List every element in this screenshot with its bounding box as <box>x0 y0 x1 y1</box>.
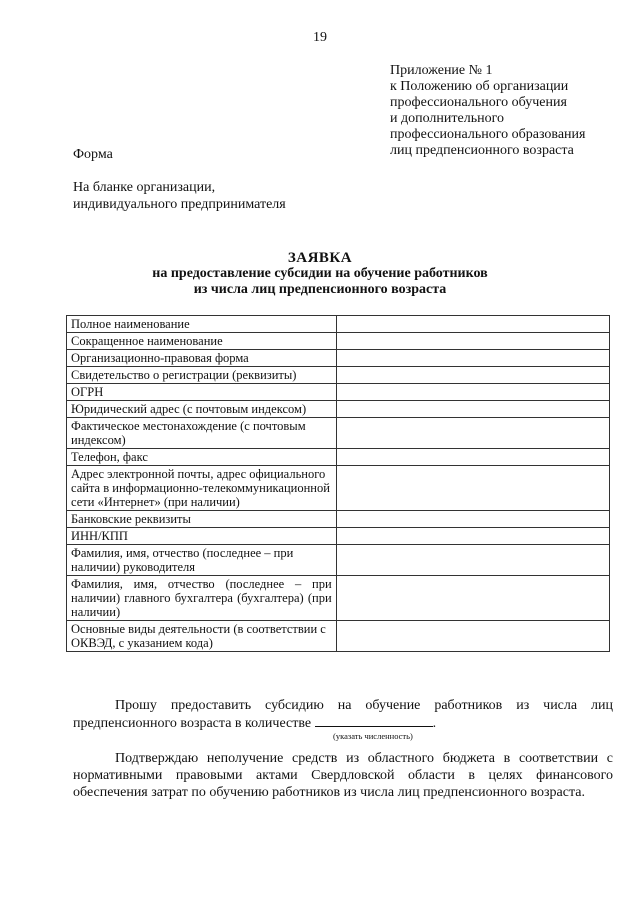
table-row <box>67 384 610 401</box>
row-label: Основные виды деятельности (в соответствии с ОКВЭД, с указанием кода) <box>67 621 337 652</box>
value-field[interactable] <box>336 449 609 466</box>
row-label: Фамилия, имя, отчество (последнее – при наличии) руководителя <box>67 545 337 576</box>
value-field[interactable] <box>336 316 609 333</box>
table-row <box>67 350 610 367</box>
row-label: Телефон, факс <box>67 449 337 466</box>
table-row <box>67 466 610 511</box>
row-label: Банковские реквизиты <box>67 511 337 528</box>
value-field[interactable] <box>336 333 609 350</box>
form-label: Форма <box>73 147 113 162</box>
appendix-line: и дополнительного <box>390 111 504 126</box>
request-line-2 <box>73 714 613 732</box>
value-field[interactable] <box>336 621 609 652</box>
quantity-hint: (указать численность) <box>333 731 413 741</box>
table-row <box>67 333 610 350</box>
page-number: 19 <box>313 30 327 45</box>
appendix-line: Приложение № 1 <box>390 63 493 78</box>
appendix-line: лиц предпенсионного возраста <box>390 143 574 158</box>
row-label: ОГРН <box>67 384 337 401</box>
value-field[interactable] <box>336 466 609 511</box>
value-field[interactable] <box>336 350 609 367</box>
title-main: ЗАЯВКА <box>287 250 353 266</box>
appendix-line: профессионального образования <box>390 127 586 142</box>
value-field[interactable] <box>336 367 609 384</box>
title-line: из числа лиц предпенсионного возраста <box>193 282 447 297</box>
row-label: ИНН/КПП <box>67 528 337 545</box>
value-field[interactable] <box>336 528 609 545</box>
row-label: Организационно-правовая форма <box>67 350 337 367</box>
row-label: Свидетельство о регистрации (реквизиты) <box>67 367 337 384</box>
row-label: Адрес электронной почты, адрес официального сайта в информационно-телекоммуникационной сети «Интернет» (при наличии) <box>67 466 337 511</box>
appendix-line: к Положению об организации <box>390 79 569 94</box>
table-row <box>67 621 610 652</box>
table-row <box>67 401 610 418</box>
value-field[interactable] <box>336 418 609 449</box>
table-row <box>67 316 610 333</box>
request-period: . <box>432 716 437 731</box>
confirmation-paragraph: Подтверждаю неполучение средств из областного бюджета в соответствии с нормативными правовыми актами Свердловской области в целях финансового обеспечения затрат по обучению работников из числа лиц предпенсионного возраста. <box>73 751 613 800</box>
row-label: Сокращенное наименование <box>67 333 337 350</box>
letterhead-line: индивидуального предпринимателя <box>73 197 286 212</box>
document-title <box>0 250 640 298</box>
quantity-blank-field[interactable] <box>315 714 433 727</box>
table-row <box>67 528 610 545</box>
appendix-line: профессионального обучения <box>390 95 567 110</box>
value-field[interactable] <box>336 384 609 401</box>
row-label: Фактическое местонахождение (с почтовым индексом) <box>67 418 337 449</box>
table-row <box>67 367 610 384</box>
request-line: Прошу предоставить субсидию на обучение работников из числа лиц <box>115 698 613 713</box>
row-label: Юридический адрес (с почтовым индексом) <box>67 401 337 418</box>
table-row <box>67 545 610 576</box>
request-paragraph <box>73 697 613 732</box>
value-field[interactable] <box>336 545 609 576</box>
value-field[interactable] <box>336 401 609 418</box>
table-row <box>67 449 610 466</box>
title-line: на предоставление субсидии на обучение работников <box>152 266 488 281</box>
row-label: Полное наименование <box>67 316 337 333</box>
value-field[interactable] <box>336 576 609 621</box>
application-form-table <box>66 315 610 652</box>
value-field[interactable] <box>336 511 609 528</box>
letterhead-line: На бланке организации, <box>73 180 216 195</box>
request-line-text: предпенсионного возраста в количестве <box>73 716 312 731</box>
letterhead-note <box>73 179 286 213</box>
appendix-header <box>390 63 585 159</box>
table-row <box>67 511 610 528</box>
table-row <box>67 576 610 621</box>
table-row <box>67 418 610 449</box>
row-label: Фамилия, имя, отчество (последнее – при наличии) главного бухгалтера (бухгалтера) (при наличии) <box>67 576 337 621</box>
